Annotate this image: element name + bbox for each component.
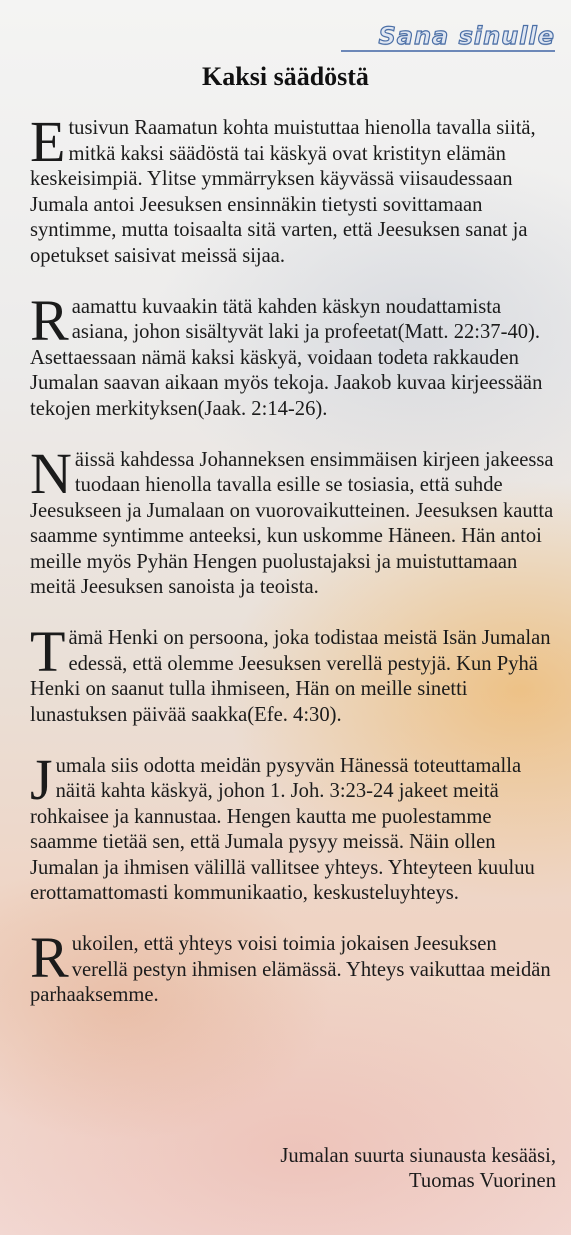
- paragraph-1: [30, 109, 556, 269]
- article-body: [30, 109, 556, 1034]
- paragraph-text: tusivun Raamatun kohta muistuttaa hienolla tavalla siitä, mitkä kaksi säädöstä tai käskyä ovat kristityn elämän keskeisimpiä. Ylitse ymmärryksen käyvässä viisaudessaan Jumala antoi Jeesuksen ensinnäkin tietysti sovittamaan syntimme, mutta toisaalta sitä varten, että Jeesuksen sanat ja opetukset saisivat meissä sijaa.: [30, 117, 536, 267]
- author-signature: Tuomas Vuorinen: [409, 1170, 556, 1192]
- paragraph-5: [30, 746, 556, 907]
- paragraph-text: ämä Henki on persoona, joka todistaa meistä Isän Jumalan edessä, että olemme Jeesuksen verellä pestyjä. Kun Pyhä Henki on saanut tulla ihmiseen, Hän on meille sinetti lunastuksen päivää saakka(Efe. 4:30).: [30, 627, 551, 726]
- paragraph-6: [30, 925, 556, 1009]
- section-label: Sana sinulle: [378, 22, 555, 50]
- article-title: Kaksi säädöstä: [202, 62, 369, 91]
- closing-greeting: Jumalan suurta siunausta kesääsi,: [280, 1145, 556, 1167]
- paragraph-text: ukoilen, että yhteys voisi toimia jokaisen Jeesuksen verellä pestyn ihmisen elämässä. Yhteys vaikuttaa meidän parhaaksemme.: [30, 933, 551, 1006]
- paragraph-text: aamattu kuvaakin tätä kahden käskyn noudattamista asiana, johon sisältyvät laki ja profeetat(Matt. 22:37-40). Asettaessaan nämä kaksi käskyä, voidaan todeta rakkauden Jumalan saavan aikaan myös tekoja. Jaakob kuvaa kirjeessään tekojen merkityksen(Jaak. 2:14-26).: [30, 295, 543, 420]
- paragraph-text: umala siis odotta meidän pysyvän Hänessä toteuttamalla näitä kahta käskyä, johon 1. Joh. 3:23-24 jakeet meitä rohkaisee ja kannustaa. Hengen kautta me puolestamme saamme tietää sen, että Jumala pysyy meissä. Näin ollen Jumalan ja ihmisen välillä vallitsee yhteys. Yhteyteen kuuluu erottamattomasti kommunikaatio, keskusteluyhteys.: [30, 754, 535, 904]
- paragraph-text: äissä kahdessa Johanneksen ensimmäisen kirjeen jakeessa tuodaan hienolla tavalla esille se tosiasia, että suhde Jeesukseen ja Jumalaan on vuorovaikutteinen. Jeesuksen kautta saamme syntimme anteeksi, kun uskomme Häneen. Hän antoi meille myös Pyhän Hengen puolustajaksi ja muistuttamaan meitä Jeesuksen sanoista ja teoista.: [30, 448, 554, 598]
- paragraph-4: [30, 619, 556, 728]
- drop-cap: T: [30, 619, 66, 684]
- drop-cap: R: [30, 925, 69, 990]
- drop-cap: N: [30, 440, 72, 506]
- drop-cap: R: [30, 287, 69, 353]
- drop-cap: E: [30, 109, 66, 174]
- closing-block: [280, 1144, 556, 1194]
- paragraph-3: [30, 440, 556, 601]
- paragraph-2: [30, 287, 556, 423]
- section-label-underline: [341, 50, 555, 52]
- drop-cap: J: [30, 746, 53, 812]
